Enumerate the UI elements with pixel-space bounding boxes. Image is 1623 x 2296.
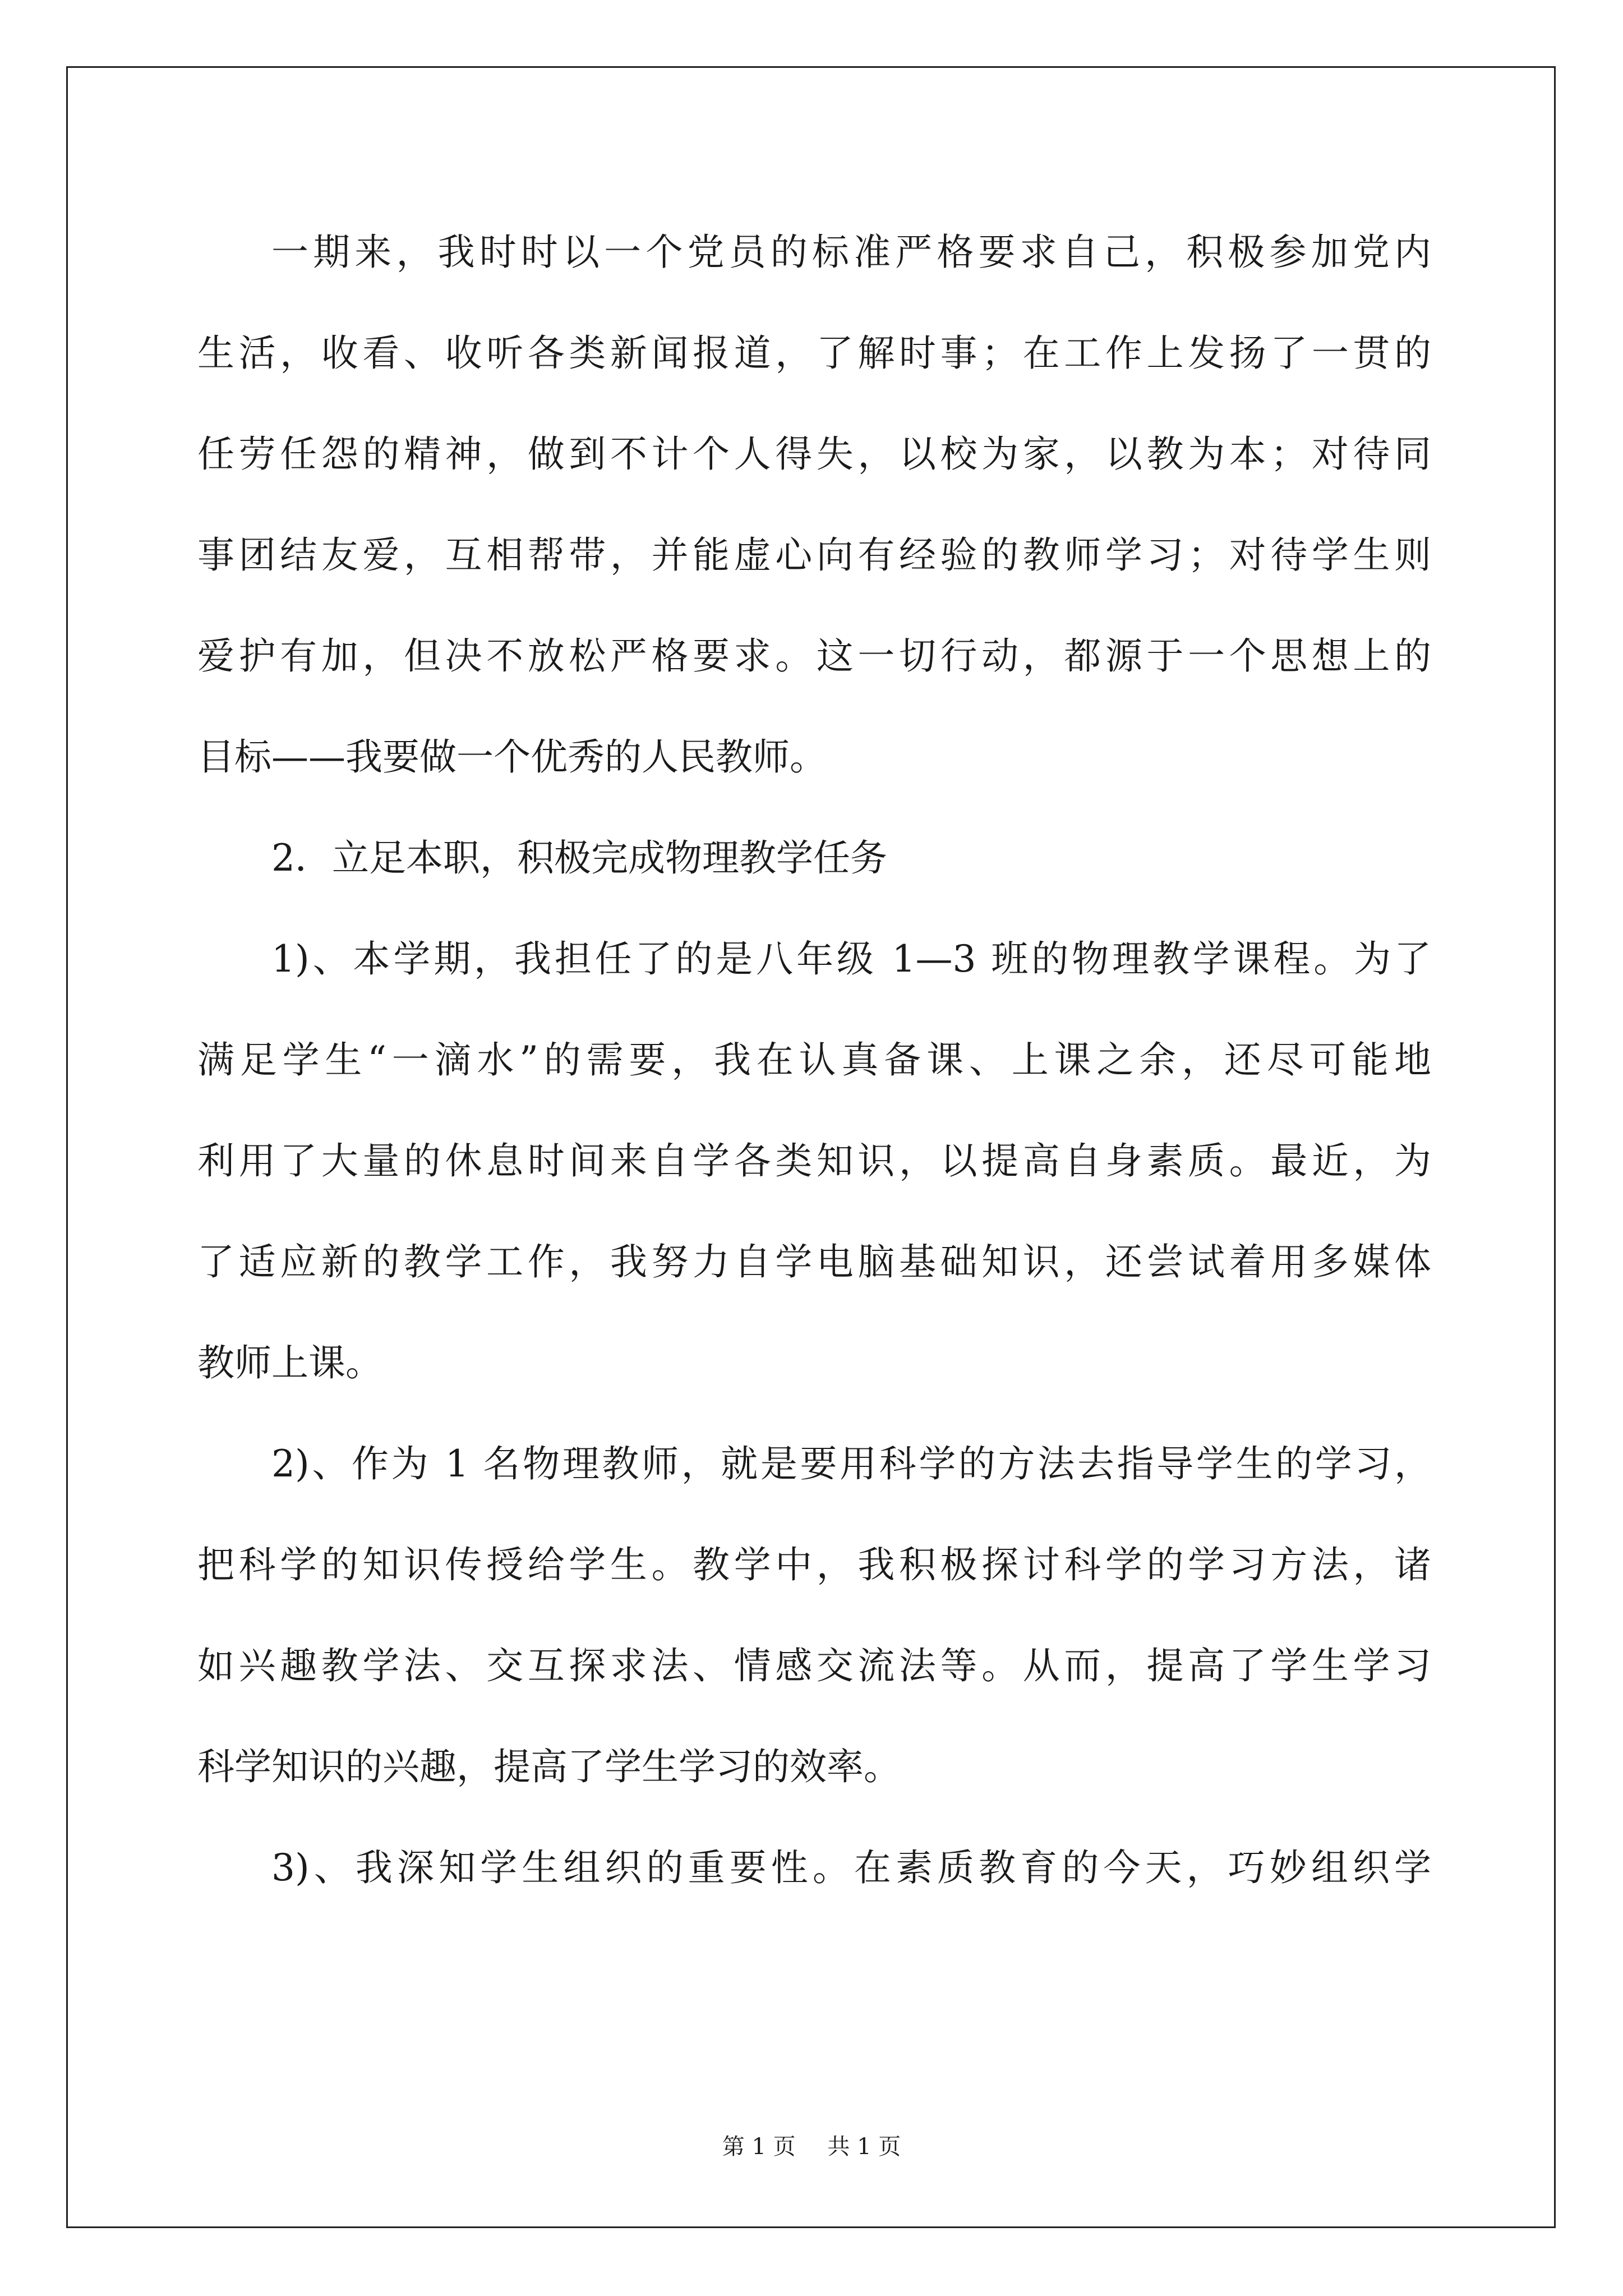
text-line: 满足学生“一滴水”的需要，我在认真备课、上课之余，还尽可能地 — [197, 1038, 1431, 1082]
document-body — [197, 202, 1431, 1918]
text-line: 科学知识的兴趣，提高了学生学习的效率。 — [197, 1745, 901, 1788]
text-line: 爱护有加，但决不放松严格要求。这一切行动，都源于一个思想上的 — [197, 634, 1431, 678]
text-line: 2．立足本职，积极完成物理教学任务 — [271, 836, 887, 880]
page-total: 共 1 页 — [827, 2134, 901, 2160]
page-footer — [0, 2129, 1623, 2161]
text-line: 事团结友爱，互相帮带，并能虚心向有经验的教师学习；对待学生则 — [197, 533, 1431, 577]
text-line: 2)、作为 1 名物理教师，就是要用科学的方法去指导学生的学习， — [271, 1442, 1431, 1485]
text-line: 3)、我深知学生组织的重要性。在素质教育的今天，巧妙组织学 — [271, 1846, 1431, 1889]
text-line: 利用了大量的休息时间来自学各类知识，以提高自身素质。最近，为 — [197, 1139, 1431, 1182]
text-line: 目标——我要做一个优秀的人民教师。 — [197, 735, 827, 779]
page-number: 第 1 页 — [722, 2134, 796, 2160]
text-line: 把科学的知识传授给学生。教学中，我积极探讨科学的学习方法，诸 — [197, 1543, 1431, 1586]
text-line: 如兴趣教学法、交互探求法、情感交流法等。从而，提高了学生学习 — [197, 1644, 1431, 1687]
text-line: 1)、本学期，我担任了的是八年级 1—3 班的物理教学课程。为了 — [271, 937, 1431, 981]
text-line: 任劳任怨的精神，做到不计个人得失，以校为家，以教为本；对待同 — [197, 432, 1431, 476]
text-line: 了适应新的教学工作，我努力自学电脑基础知识，还尝试着用多媒体 — [197, 1240, 1431, 1283]
text-line: 教师上课。 — [197, 1341, 382, 1384]
text-line: 一期来，我时时以一个党员的标准严格要求自己，积极参加党内 — [271, 231, 1431, 274]
text-line: 生活，收看、收听各类新闻报道，了解时事；在工作上发扬了一贯的 — [197, 332, 1431, 375]
